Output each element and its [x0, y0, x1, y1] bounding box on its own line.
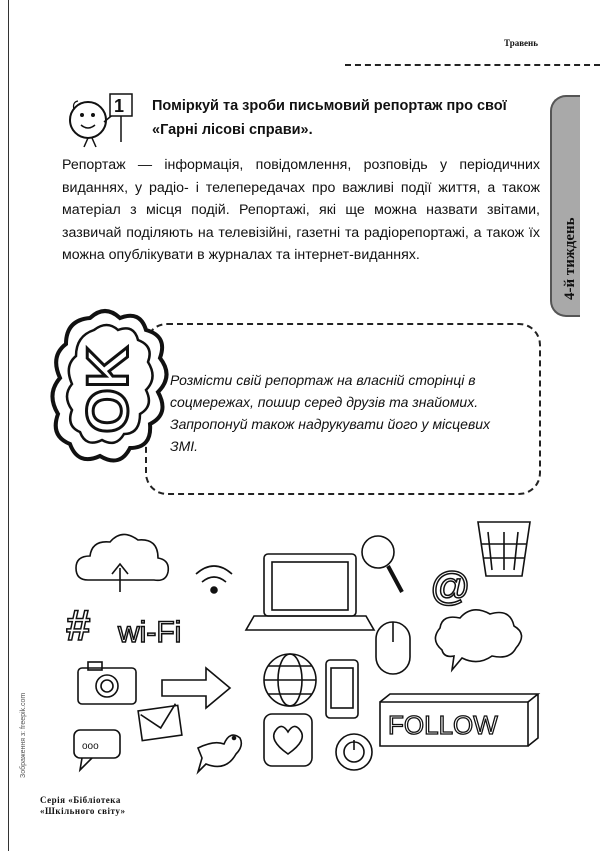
chat-bubble-icon — [74, 730, 120, 770]
ok-cloud-badge — [50, 306, 175, 474]
thinking-character-icon — [64, 92, 144, 148]
social-media-doodles — [58, 510, 558, 785]
computer-mouse-icon — [376, 622, 410, 674]
series-line-2: «Шкільного світу» — [40, 806, 126, 816]
laptop-icon — [246, 554, 374, 630]
envelope-icon — [138, 704, 182, 741]
wifi-text-doodle: wi-Fi — [118, 616, 182, 649]
follow-text: FOLLOW — [388, 710, 498, 740]
at-sign-icon: @ — [430, 565, 471, 609]
smartphone-icon — [326, 660, 358, 718]
cloud-upload-icon — [76, 534, 168, 592]
page-left-border — [8, 0, 9, 851]
magnifier-icon — [362, 536, 402, 592]
ok-badge-text: OK — [75, 346, 141, 434]
month-header: Травень — [504, 38, 538, 48]
task-title: Поміркуй та зроби письмовий репортаж про свої «Гарні лісові справи». — [152, 98, 507, 138]
arrow-right-icon — [162, 668, 230, 708]
ok-instruction-text: Розмісти свій репортаж на власній сторінці в соцмережах, пошир серед друзів та знайомих. Запропонуй також надрукувати його у місцевих ЗМІ. — [170, 372, 491, 454]
reportage-definition-paragraph: Репортаж — інформація, повідомлення, розповідь у періодичних виданнях, у радіо- і телепередачах про важливі події життя, а також матеріал з місця подій. Репортажі, які ще можна назвати звітами, зазвичай поділяють на телевізійні, газетні та радіорепортажі, а також їх можна опублікувати в журналах та інтернет-виданнях. — [62, 157, 540, 263]
trash-bin-icon — [478, 522, 530, 576]
follow-sign-icon — [380, 694, 538, 746]
task-number: 1 — [114, 96, 125, 116]
series-footer — [40, 795, 126, 817]
heart-frame-icon — [264, 714, 312, 766]
bird-icon — [198, 735, 241, 772]
globe-icon — [264, 654, 316, 706]
header-dashed-line — [345, 64, 600, 66]
image-credit: Зображення з: freepik.com — [20, 692, 27, 778]
power-button-icon — [336, 734, 372, 770]
hashtag-icon: # — [66, 601, 91, 650]
chat-bubble-dots: ooo — [82, 741, 99, 752]
camera-icon — [78, 662, 136, 704]
week-side-tab-label: 4-й тиждень — [562, 217, 578, 300]
speech-cloud-icon — [435, 610, 521, 670]
wifi-signal-icon — [196, 566, 232, 593]
series-line-1: Серія «Бібліотека — [40, 795, 121, 805]
